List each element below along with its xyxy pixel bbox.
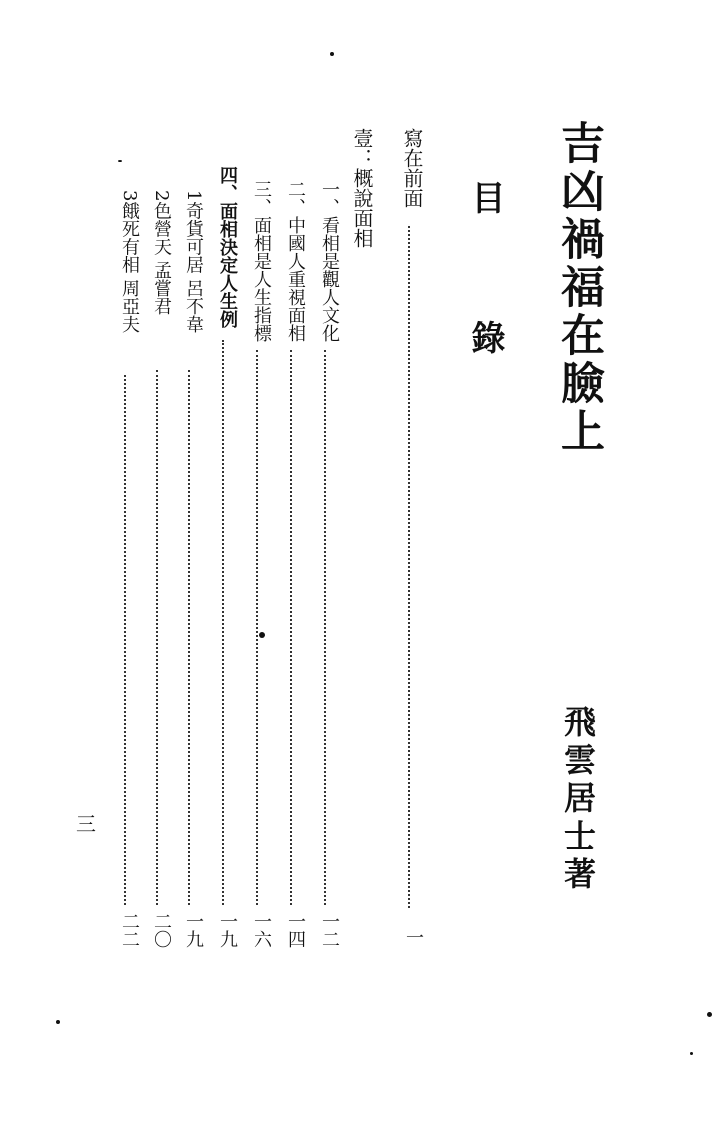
toc-leader-dots xyxy=(156,370,158,905)
toc-leader-dots xyxy=(222,340,224,905)
toc-leader-dots xyxy=(124,375,126,905)
toc-entry-page: 一二 xyxy=(319,912,340,948)
scan-speck xyxy=(330,52,334,56)
toc-entry xyxy=(176,0,202,960)
toc-entry-label: 壹：概說面相 xyxy=(350,128,374,248)
toc-leader-dots xyxy=(188,370,190,905)
scan-speck xyxy=(707,1012,712,1017)
scan-speck xyxy=(690,1052,693,1055)
toc-entry-page: 一六 xyxy=(251,912,272,948)
scan-speck xyxy=(56,1020,60,1024)
toc-entry xyxy=(278,0,304,960)
toc-heading-char-2: 錄 xyxy=(465,320,505,354)
toc-leader-dots xyxy=(290,350,292,905)
toc-entry-page: 二〇 xyxy=(151,912,172,948)
book-title: 吉凶禍福在臉上 xyxy=(553,120,604,456)
toc-entry-page: 一九 xyxy=(217,912,238,948)
toc-entry-label: 四、面相決定人生例 xyxy=(217,166,238,328)
toc-entry-label: 二、中國人重視面相 xyxy=(285,180,306,342)
toc-entry-label: 一、看相是觀人文化 xyxy=(319,180,340,342)
toc-entry xyxy=(112,0,138,960)
toc-entry-page: 一 xyxy=(403,928,424,946)
toc-heading-char-1: 目 xyxy=(465,180,505,214)
toc-leader-dots xyxy=(256,350,258,905)
toc-entry xyxy=(210,0,236,960)
toc-entry xyxy=(244,0,270,960)
toc-entry-label: 3餓死有相 周亞夫 xyxy=(119,190,140,334)
toc-entry-page: 一九 xyxy=(183,912,204,948)
toc-entry-label: 寫在前面 xyxy=(400,128,424,208)
toc-entry xyxy=(396,0,422,960)
toc-entry xyxy=(312,0,338,960)
scan-speck xyxy=(259,632,265,638)
toc-leader-dots xyxy=(324,350,326,905)
toc-entry-label: 1奇貨可居 呂不韋 xyxy=(183,190,204,334)
toc-entry-label: 三、面相是人生指標 xyxy=(251,180,272,342)
toc-entry-page: 一四 xyxy=(285,912,306,948)
toc-entry-label: 2色營天 孟嘗君 xyxy=(151,190,172,316)
scan-speck xyxy=(118,160,122,162)
toc-entry xyxy=(144,0,170,960)
toc-entry-page: 二二 xyxy=(119,912,140,948)
page-number: 三 xyxy=(76,812,96,836)
toc-entry xyxy=(346,0,372,960)
author: 飛雲居士著 xyxy=(559,705,597,895)
toc-leader-dots xyxy=(408,226,410,908)
